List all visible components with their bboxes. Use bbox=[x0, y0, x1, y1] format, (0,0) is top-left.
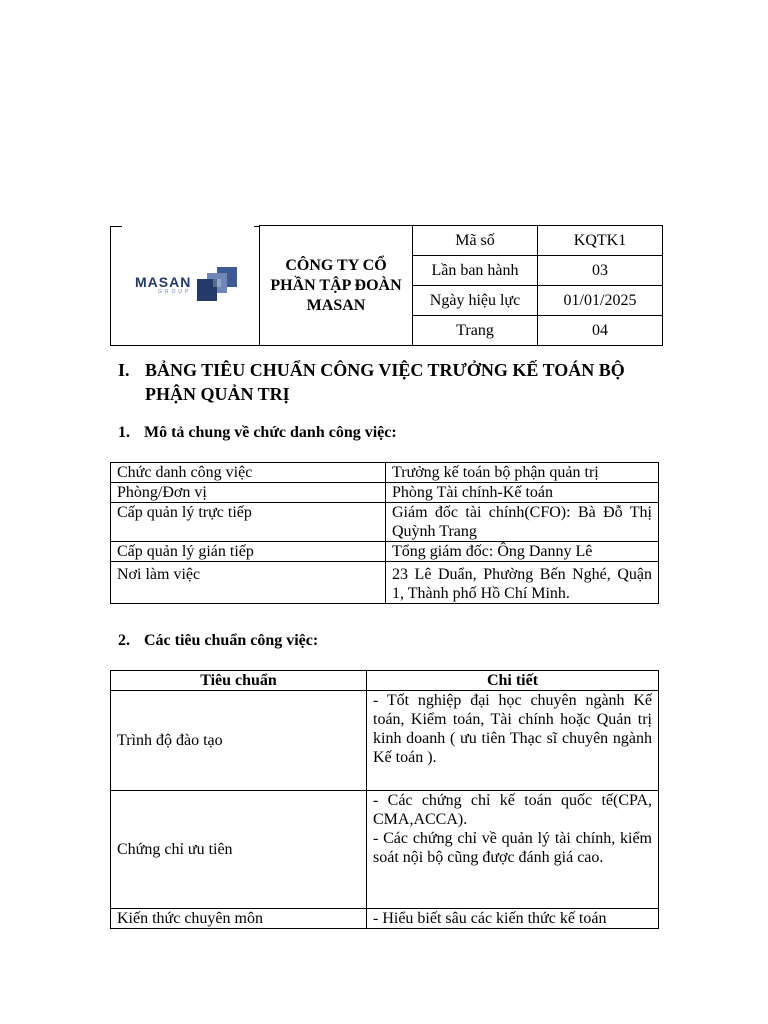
subsection-1-number: 1. bbox=[118, 424, 130, 441]
subsection-2-text: Các tiêu chuẩn công việc: bbox=[144, 632, 319, 649]
table-row bbox=[111, 483, 659, 503]
details-cell bbox=[367, 909, 659, 929]
table-row bbox=[111, 463, 659, 483]
subsection-1-text: Mô tả chung về chức danh công việc: bbox=[144, 424, 397, 441]
section-number: I. bbox=[118, 360, 130, 380]
info-label: Chức danh công việc bbox=[111, 463, 386, 483]
details-cell bbox=[367, 791, 659, 909]
meta-label-issue: Lần ban hành bbox=[413, 256, 538, 286]
meta-value-page: 04 bbox=[538, 316, 663, 346]
table-row bbox=[111, 791, 659, 909]
job-info-table bbox=[110, 462, 659, 604]
detail-text: - Hiểu biết sâu các kiến thức kế toán bbox=[373, 910, 607, 927]
detail-text: - Tốt nghiệp đại học chuyên ngành Kế toán, Kiểm toán, Tài chính hoặc Quản trị kinh doanh ( ưu tiên Thạc sĩ chuyên ngành Kế toán ). bbox=[373, 692, 652, 766]
logo-cell bbox=[111, 226, 260, 346]
meta-label-effective-date: Ngày hiệu lực bbox=[413, 286, 538, 316]
table-row bbox=[111, 503, 659, 542]
criterion-cell: Chứng chỉ ưu tiên bbox=[111, 791, 367, 909]
subsection-2-number: 2. bbox=[118, 632, 130, 649]
subsection-1-heading bbox=[118, 423, 397, 443]
meta-value-effective-date: 01/01/2025 bbox=[538, 286, 663, 316]
info-label: Nơi làm việc bbox=[111, 562, 386, 604]
company-name: CÔNG TY CỔ PHẦN TẬP ĐOÀN MASAN bbox=[260, 226, 413, 346]
info-value: Tổng giám đốc: Ông Danny Lê bbox=[386, 542, 659, 562]
section-title-text: BẢNG TIÊU CHUẨN CÔNG VIỆC TRƯỞNG KẾ TOÁN BỘ PHẬN QUẢN TRỊ bbox=[145, 360, 625, 404]
info-value: Trưởng kế toán bộ phận quản trị bbox=[386, 463, 659, 483]
table-header-row bbox=[111, 671, 659, 691]
meta-label-code: Mã số bbox=[413, 226, 538, 256]
section-title bbox=[118, 358, 665, 406]
meta-value-code: KQTK1 bbox=[538, 226, 663, 256]
criterion-cell: Kiến thức chuyên môn bbox=[111, 909, 367, 929]
info-value: Giám đốc tài chính(CFO): Bà Đỗ Thị Quỳnh Trang bbox=[386, 503, 659, 542]
column-header-criterion: Tiêu chuẩn bbox=[111, 671, 367, 691]
masan-squares-icon bbox=[197, 267, 237, 303]
table-row bbox=[111, 542, 659, 562]
logo-word: MASAN bbox=[135, 273, 192, 290]
document-header bbox=[110, 225, 663, 346]
meta-label-page: Trang bbox=[413, 316, 538, 346]
info-label: Cấp quản lý trực tiếp bbox=[111, 503, 386, 542]
meta-value-issue: 03 bbox=[538, 256, 663, 286]
subsection-2-heading bbox=[118, 631, 318, 651]
detail-text: - Các chứng chỉ về quản lý tài chính, kiểm soát nội bộ cũng được đánh giá cao. bbox=[373, 830, 652, 866]
info-value: 23 Lê Duẩn, Phường Bến Nghé, Quận 1, Thành phố Hồ Chí Minh. bbox=[386, 562, 659, 604]
logo-sub: GROUP bbox=[158, 288, 192, 295]
standards-table bbox=[110, 670, 659, 929]
table-row bbox=[111, 909, 659, 929]
details-cell bbox=[367, 691, 659, 791]
company-logo bbox=[111, 267, 259, 303]
info-label: Cấp quản lý gián tiếp bbox=[111, 542, 386, 562]
info-value: Phòng Tài chính-Kế toán bbox=[386, 483, 659, 503]
table-row bbox=[111, 562, 659, 604]
column-header-details: Chi tiết bbox=[367, 671, 659, 691]
detail-text: - Các chứng chỉ kế toán quốc tế(CPA, CMA,ACCA). bbox=[373, 792, 652, 828]
criterion-cell: Trình độ đào tạo bbox=[111, 691, 367, 791]
table-row bbox=[111, 691, 659, 791]
info-label: Phòng/Đơn vị bbox=[111, 483, 386, 503]
